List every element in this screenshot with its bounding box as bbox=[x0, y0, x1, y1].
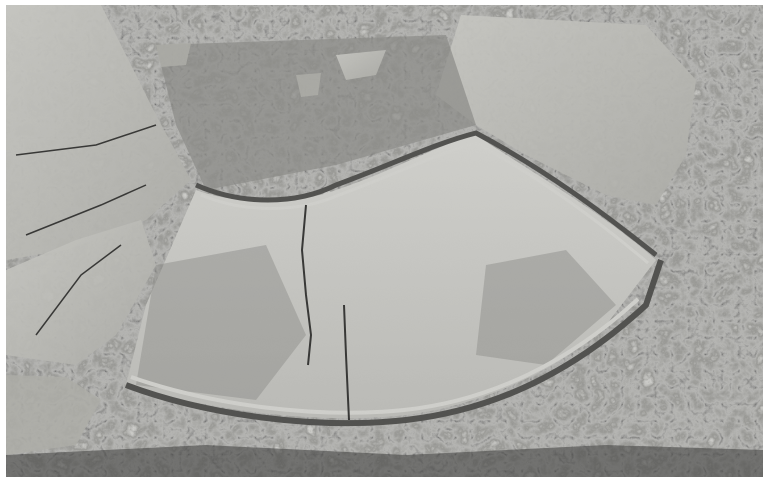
film-grain bbox=[6, 5, 763, 477]
photograph-canvas bbox=[6, 5, 763, 477]
photograph bbox=[6, 5, 763, 477]
